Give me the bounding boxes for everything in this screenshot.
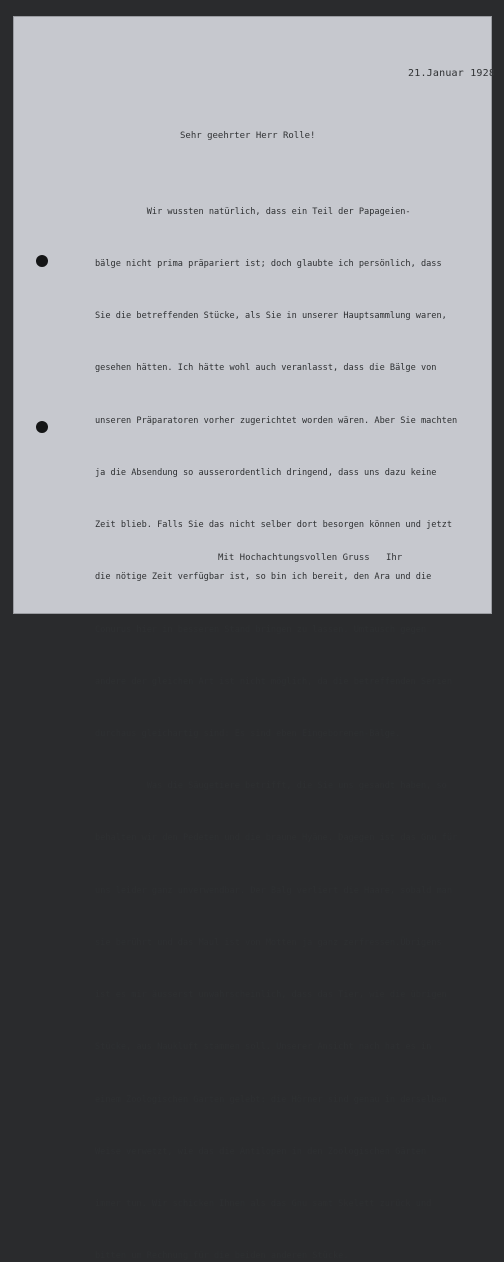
body-line: Stücke, aus Naukluft stammen soll. Unserer Ansicht nach hat es in bbox=[95, 1042, 432, 1053]
body-line: bitten um Rechnung für die beiden anderen Stücke. bbox=[95, 1251, 349, 1262]
body-line: immer tun. Wir schicken Ihnen als das Gnu samt Skelett zurück und bbox=[95, 1198, 432, 1209]
letter-body bbox=[95, 169, 495, 1262]
body-line: sie berührt und das Maul ist von Motten ja ganz zerfressen.Übrigens bbox=[95, 937, 442, 948]
body-line: unseren Präparatoren vorher zugerichtet worden wären. Aber Sie machten bbox=[95, 415, 458, 426]
body-line: uns leider ganz unverwendbar. Der Balg verliert die Haare, sobald man bbox=[95, 885, 452, 896]
body-line: Sie die betreffenden Stücke, als Sie in unserer Hauptsammlung waren, bbox=[95, 311, 447, 322]
body-line: Was die Säugetiere betrifft, die Sie uns gesandt haben, so bbox=[95, 781, 447, 792]
letter-salutation: Sehr geehrter Herr Rolle! bbox=[180, 131, 316, 141]
letter-date: 21.Januar 1928 bbox=[408, 68, 496, 79]
punch-hole bbox=[36, 421, 48, 433]
body-line: bälge nicht prima präpariert ist; doch glaubte ich persönlich, dass bbox=[95, 259, 442, 270]
body-line: Zeit blieb. Falls Sie das nicht selber dort besorgen können und jetzt bbox=[95, 520, 452, 531]
body-line: ist es mir äusserst unwahrscheinlich, dass das Tier, wie die übrigen bbox=[95, 990, 447, 1001]
body-line: Wir wussten natürlich, dass ein Teil der Papageien- bbox=[95, 206, 411, 217]
letter-closing: Mit Hochachtungsvollen Gruss Ihr bbox=[218, 553, 403, 563]
body-line: einem Zoologischen Garten gelebt: die Hörner sind genau in derselben bbox=[95, 1094, 447, 1105]
body-line: die nötige Zeit verfügbar ist, so bin ich bereit, den Ara und die bbox=[95, 572, 432, 583]
punch-hole bbox=[36, 255, 48, 267]
body-line: ja die Absendung so ausserordentlich dringend, dass uns dazu keine bbox=[95, 467, 437, 478]
letter-page bbox=[13, 16, 496, 1262]
body-line: behalten wir den Pedeten und die braune Hyäne. Dagegen ist das Gnu für bbox=[95, 833, 458, 844]
body-line: andere der gleichen Art ist nicht möglich, da die betreffenden Serien bbox=[95, 676, 452, 687]
body-line: durchaus gleichartig sind: Es sind eben Eingeborenen-Bälge. bbox=[95, 729, 401, 739]
body-line: Weise verwetzt, wie das die Antilopen in den Zoologischen Gärten bbox=[95, 1146, 427, 1157]
body-line: gesehen hätten. Ich hätte wohl auch veranlasst, dass die Bälge von bbox=[95, 363, 437, 374]
body-line: Conurus hier in besseren Stand bringen zu lassen. Umtausch gegen bbox=[95, 624, 427, 635]
